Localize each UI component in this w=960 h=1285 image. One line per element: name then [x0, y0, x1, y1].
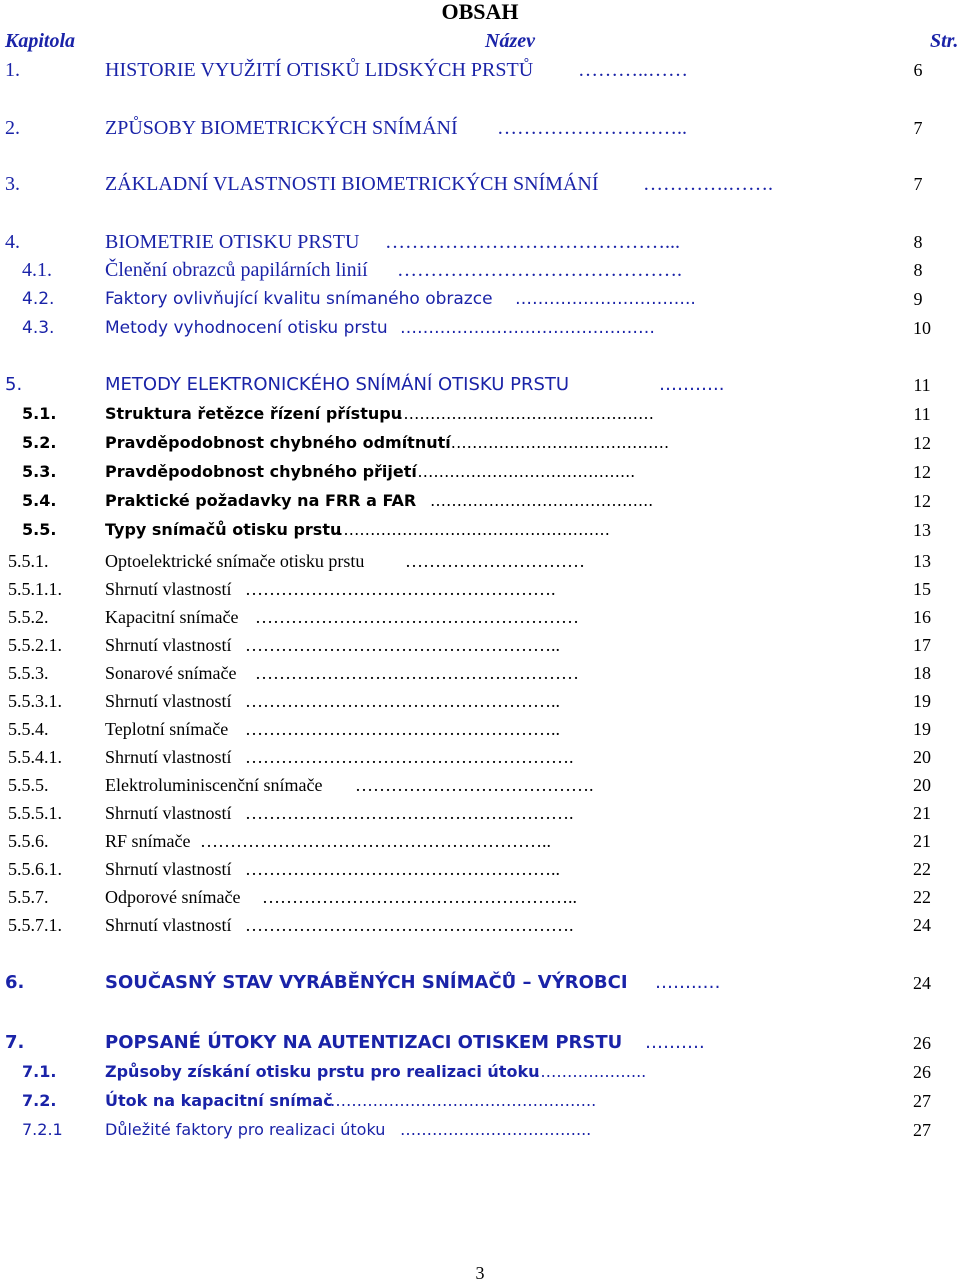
toc-entry-title: Praktické požadavky na FRR a FAR	[105, 491, 417, 510]
toc-entry-number: 5.5.3.	[8, 663, 49, 683]
toc-entry-page: 15	[913, 579, 931, 599]
toc-entry-number: 3.	[5, 173, 20, 195]
toc-entry-title: Shrnutí vlastností	[105, 579, 232, 599]
toc-entry-number: 5.5.1.1.	[8, 579, 62, 599]
toc-entry-title: POPSANÉ ÚTOKY NA AUTENTIZACI OTISKEM PRSTU	[105, 1032, 623, 1053]
toc-entry-title: HISTORIE VYUŽITÍ OTISKŮ LIDSKÝCH PRSTŮ	[105, 59, 534, 81]
toc-entry-leader: …………………………………...	[412, 462, 636, 481]
header-page: Str.	[930, 30, 959, 52]
toc-entry[interactable]	[0, 577, 960, 603]
toc-entry-number: 7.	[5, 1032, 25, 1053]
toc-entry-page: 8	[913, 232, 923, 252]
toc-entry-title: Útok na kapacitní snímač	[105, 1091, 333, 1110]
toc-entry-leader: ……..…	[655, 972, 721, 993]
toc-entry[interactable]	[0, 172, 960, 198]
toc-entry[interactable]	[0, 402, 960, 428]
toc-entry-leader: …………………………………….	[397, 259, 682, 281]
toc-entry-number: 5.5.2.	[8, 607, 49, 627]
toc-entry-page: 19	[913, 719, 931, 739]
toc-entry-number: 5.5.7.	[8, 887, 49, 907]
toc-entry-page: 9	[913, 289, 923, 309]
toc-entry-leader: ………………...	[535, 1062, 647, 1081]
toc-entry-leader: ……………………………………………	[338, 520, 610, 539]
toc-entry[interactable]	[0, 885, 960, 911]
toc-entry-number: 5.	[5, 374, 23, 395]
toc-entry[interactable]	[0, 1031, 960, 1057]
toc-entry-page: 13	[913, 520, 931, 540]
toc-entry-leader: …………………………………...	[430, 491, 654, 510]
toc-entry-number: 5.4.	[22, 491, 57, 510]
toc-entry-page: 12	[913, 433, 931, 453]
toc-entry-title: SOUČASNÝ STAV VYRÁBĚNÝCH SNÍMAČŮ – VÝROBCI	[105, 972, 628, 993]
toc-entry-leader: ……………………………………………..	[245, 859, 560, 879]
toc-entry[interactable]	[0, 971, 960, 997]
toc-entry[interactable]	[0, 857, 960, 883]
toc-entry-number: 5.5.6.1.	[8, 859, 62, 879]
page-title: OBSAH	[441, 0, 519, 24]
toc-entry-number: 5.1.	[22, 404, 57, 423]
toc-entry-page: 16	[913, 607, 931, 627]
toc-entry-leader: ……………………………………………….	[245, 803, 574, 823]
toc-entry-title: Shrnutí vlastností	[105, 691, 232, 711]
toc-entry-page: 11	[913, 375, 931, 395]
toc-entry-page: 6	[913, 60, 923, 80]
toc-entry-title: Optoelektrické snímače otisku prstu	[105, 551, 365, 571]
toc-entry-number: 5.5.3.1.	[8, 691, 62, 711]
toc-entry-title: Shrnutí vlastností	[105, 915, 232, 935]
toc-entry-leader: ……………………………………………..	[245, 719, 560, 739]
toc-entry-number: 1.	[5, 59, 20, 81]
toc-entry-title: Kapacitní snímače	[105, 607, 239, 627]
toc-entry[interactable]	[0, 373, 960, 399]
toc-entry[interactable]	[0, 633, 960, 659]
toc-entry[interactable]	[0, 773, 960, 799]
toc-entry-title: Teplotní snímače	[105, 719, 229, 739]
toc-entry-number: 5.5.5.	[8, 775, 49, 795]
toc-entry-leader: …………………………………….	[440, 433, 670, 452]
toc-entry-title: Metody vyhodnocení otisku prstu	[105, 318, 388, 338]
toc-entry[interactable]	[0, 605, 960, 631]
toc-entry-number: 5.3.	[22, 462, 57, 481]
toc-entry-leader: …………………………	[405, 551, 585, 571]
toc-entry-leader: ………………………………………………	[255, 663, 579, 683]
toc-entry-number: 5.5.2.1.	[8, 635, 62, 655]
toc-entry-page: 12	[913, 491, 931, 511]
toc-entry-page: 7	[913, 118, 923, 138]
toc-entry-title: Pravděpodobnost chybného přijetí	[105, 462, 417, 481]
toc-entry-page: 27	[913, 1120, 931, 1140]
toc-entry[interactable]	[0, 717, 960, 743]
toc-entry-page: 19	[913, 691, 931, 711]
toc-entry[interactable]	[0, 1118, 960, 1144]
toc-entry[interactable]	[0, 913, 960, 939]
header-name: Název	[485, 30, 535, 52]
toc-entry-title: Struktura řetězce řízení přístupu	[105, 404, 403, 423]
toc-entry-title: Sonarové snímače	[105, 663, 237, 683]
header-chapter: Kapitola	[5, 30, 76, 52]
toc-entry[interactable]	[0, 1060, 960, 1086]
toc-entry-title: Typy snímačů otisku prstu	[105, 520, 342, 539]
toc-entry-page: 12	[913, 462, 931, 482]
toc-entry-page: 24	[913, 973, 931, 993]
toc-entry-leader: …………………………………………	[398, 404, 654, 423]
toc-entry-number: 5.5.4.	[8, 719, 49, 739]
toc-entry-title: Odporové snímače	[105, 887, 241, 907]
toc-entry-leader: ……………………………………...	[385, 231, 680, 253]
toc-entry-number: 7.2.1	[22, 1120, 63, 1139]
toc-entry-leader: ………………………………………………	[255, 607, 579, 627]
toc-entry-number: 5.5.1.	[8, 551, 49, 571]
toc-entry[interactable]	[0, 258, 960, 284]
toc-entry[interactable]	[0, 460, 960, 486]
toc-entry[interactable]	[0, 431, 960, 457]
toc-entry-page: 26	[913, 1062, 931, 1082]
toc-entry-title: ZÁKLADNÍ VLASTNOSTI BIOMETRICKÝCH SNÍMÁNÍ	[105, 173, 599, 195]
toc-entry-title: RF snímače	[105, 831, 191, 851]
toc-entry-title: Důležité faktory pro realizaci útoku	[105, 1120, 386, 1139]
toc-entry-page: 10	[913, 318, 931, 338]
toc-entry-title: METODY ELEKTRONICKÉHO SNÍMÁNÍ OTISKU PRSTU	[105, 374, 570, 395]
toc-entry-number: 4.3.	[22, 318, 55, 338]
toc-entry-leader: ……………………………………………….	[245, 747, 574, 767]
toc-entry-page: 24	[913, 915, 931, 935]
toc-entry-title: Pravděpodobnost chybného odmítnutí	[105, 433, 451, 452]
toc-entry-number: 5.5.4.1.	[8, 747, 62, 767]
toc-entry-title: Shrnutí vlastností	[105, 859, 232, 879]
toc-entry-leader: ……….	[645, 1032, 705, 1053]
toc-entry-page: 21	[913, 803, 931, 823]
toc-entry-number: 6.	[5, 972, 25, 993]
toc-entry-title: Faktory ovlivňující kvalitu snímaného obrazce	[105, 289, 493, 309]
toc-entry-title: Členění obrazců papilárních linií	[105, 259, 368, 281]
toc-entry-number: 5.5.	[22, 520, 57, 539]
toc-entry-page: 20	[913, 747, 931, 767]
toc-entry-leader: …………………………………………………..	[200, 831, 551, 851]
toc-entry-title: Shrnutí vlastností	[105, 747, 232, 767]
toc-entry-number: 7.2.	[22, 1091, 57, 1110]
toc-entry-number: 5.2.	[22, 433, 57, 452]
toc-entry-page: 13	[913, 551, 931, 571]
toc-entry-page: 26	[913, 1033, 931, 1053]
page-number: 3	[475, 1263, 485, 1283]
toc-entry-page: 8	[913, 260, 923, 280]
toc-entry-leader: ………..……	[578, 59, 688, 81]
toc-entry-leader: ……………………………………………….	[245, 915, 574, 935]
toc-entry-leader: …………………………………………….	[245, 579, 556, 599]
toc-entry[interactable]	[0, 661, 960, 687]
toc-entry-leader: ………..	[659, 374, 725, 395]
toc-entry-leader: ………………………………….	[355, 775, 594, 795]
toc-entry[interactable]	[0, 316, 960, 342]
toc-entry-leader: ………………………..	[497, 117, 687, 139]
toc-entry-leader: ……………………………………………..	[245, 635, 560, 655]
toc-entry-leader: ……………………………...	[400, 1120, 592, 1139]
toc-entry-number: 4.1.	[22, 259, 52, 281]
toc-entry-page: 21	[913, 831, 931, 851]
toc-entry-title: ZPŮSOBY BIOMETRICKÝCH SNÍMÁNÍ	[105, 117, 458, 139]
toc-entry[interactable]	[0, 689, 960, 715]
toc-entry-page: 22	[913, 887, 931, 907]
toc-entry-number: 5.5.5.1.	[8, 803, 62, 823]
toc-entry-page: 20	[913, 775, 931, 795]
toc-entry-number: 4.	[5, 231, 20, 253]
toc-entry-page: 7	[913, 174, 923, 194]
toc-entry[interactable]	[0, 287, 960, 313]
toc-entry-title: Shrnutí vlastností	[105, 803, 232, 823]
toc-entry-leader: ……………………………………………..	[245, 691, 560, 711]
toc-entry-title: Elektroluminiscenční snímače	[105, 775, 323, 795]
toc-entry-number: 7.1.	[22, 1062, 57, 1081]
toc-entry-page: 27	[913, 1091, 931, 1111]
toc-entry-page: 18	[913, 663, 931, 683]
toc-entry-page: 11	[913, 404, 931, 424]
toc-entry[interactable]	[0, 1089, 960, 1115]
toc-entry[interactable]	[0, 116, 960, 142]
toc-entry-page: 22	[913, 859, 931, 879]
toc-entry-leader: …………………………..	[515, 289, 696, 309]
toc-entry[interactable]	[0, 518, 960, 544]
toc-entry[interactable]	[0, 745, 960, 771]
toc-entry[interactable]	[0, 58, 960, 84]
toc-entry[interactable]	[0, 801, 960, 827]
toc-entry-leader: ………………………………………	[400, 318, 655, 338]
toc-entry-number: 2.	[5, 117, 20, 139]
toc-entry-page: 17	[913, 635, 931, 655]
toc-entry-title: Způsoby získání otisku prstu pro realizaci útoku	[105, 1062, 540, 1081]
toc-entry-number: 4.2.	[22, 289, 55, 309]
toc-entry-leader: …………………………………………..	[330, 1091, 597, 1110]
toc-entry-leader: ………….…….	[643, 173, 773, 195]
toc-entry[interactable]	[0, 489, 960, 515]
toc-entry-leader: ……………………………………………..	[262, 887, 577, 907]
toc-entry-title: Shrnutí vlastností	[105, 635, 232, 655]
toc-entry[interactable]	[0, 549, 960, 575]
toc-entry-title: BIOMETRIE OTISKU PRSTU	[105, 231, 360, 253]
toc-entry-number: 5.5.6.	[8, 831, 49, 851]
toc-entry[interactable]	[0, 230, 960, 256]
toc-entry-number: 5.5.7.1.	[8, 915, 62, 935]
toc-entry[interactable]	[0, 829, 960, 855]
